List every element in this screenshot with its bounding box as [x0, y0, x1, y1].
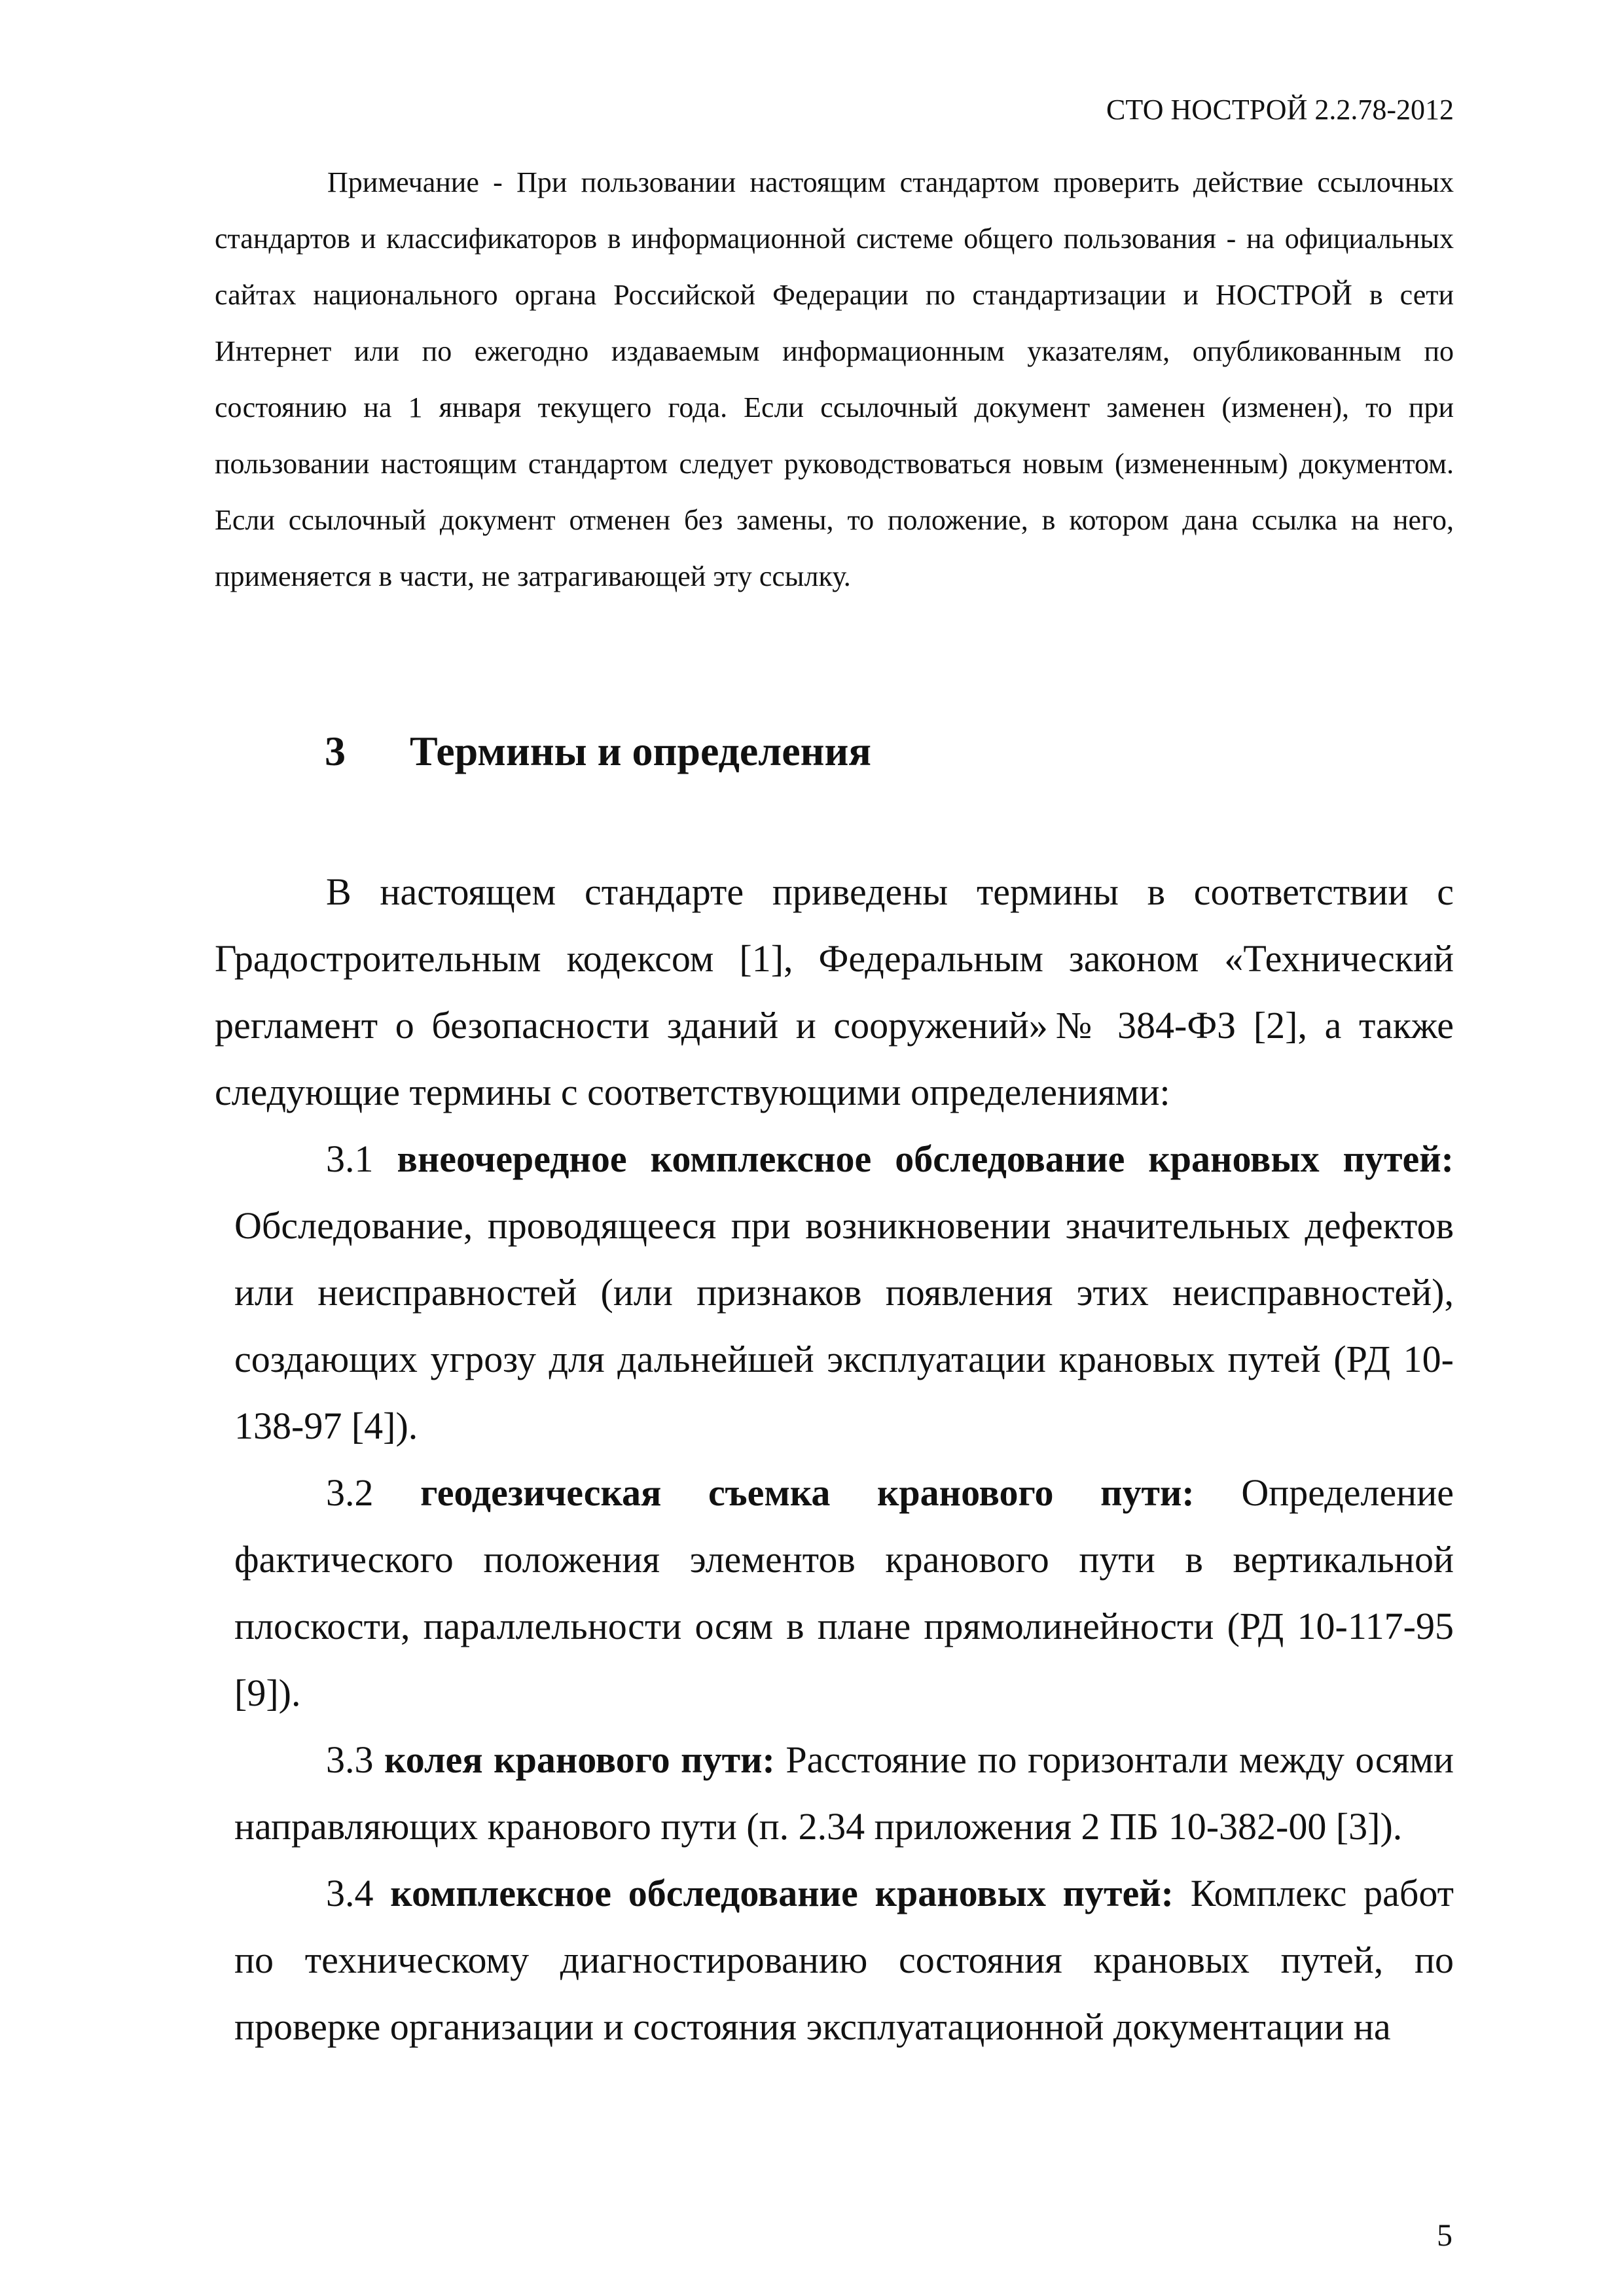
term-text: Определение фактического положения элементов кранового пути в вертикальной плоскости, параллельности осям в плане прямолинейности (РД 10-117-95 [9]).: [234, 1471, 1454, 1714]
term-text: Обследование, проводящееся при возникновении значительных дефектов или неисправностей (или признаков появления этих неисправностей), создающих угрозу для дальнейшей эксплуатации крановых путей (РД 10-138-97 [4]).: [234, 1204, 1454, 1447]
term-definition: [215, 1460, 1454, 1727]
section-heading: [325, 725, 871, 778]
term-definition: [215, 1126, 1454, 1460]
document-code-header: СТО НОСТРОЙ 2.2.78-2012: [1106, 94, 1454, 126]
term-number: 3.2: [326, 1471, 374, 1514]
section-intro: В настоящем стандарте приведены термины в соответствии с Градостроительным кодексом [1], Федеральным законом «Технический регламент о безопасности зданий и сооружений»№ 384-ФЗ [2], а также следующие термины с соответствующими определениями:: [215, 870, 1454, 1113]
term-text: Расстояние по горизонтали между осями направляющих кранового пути (п. 2.34 приложения 2 ПБ 10-382-00 [3]).: [234, 1738, 1454, 1848]
term-number: 3.1: [326, 1138, 374, 1180]
section-title: Термины и определения: [410, 728, 871, 774]
reference-note: Примечание - При пользовании настоящим стандартом проверить действие ссылочных стандартов и классификаторов в информационной системе общего пользования - на официальных сайтах национального органа Российской Федерации по стандартизации и НОСТРОЙ в сети Интернет или по ежегодно издаваемым информационным указателям, опубликованным по состоянию на 1 января текущего года. Если ссылочный документ заменен (изменен), то при пользовании настоящим стандартом следует руководствоваться новым (измененным) документом. Если ссылочный документ отменен без замены, то положение, в котором дана ссылка на него, применяется в части, не затрагивающей эту ссылку.: [215, 166, 1454, 592]
term-definition: [215, 1727, 1454, 1860]
page-number: 5: [1437, 2218, 1453, 2253]
term-definition: [215, 1860, 1454, 2060]
term-number: 3.3: [326, 1738, 374, 1781]
term-number: 3.4: [326, 1872, 374, 1914]
term-text: Комплекс работ по техническому диагностированию состояния крановых путей, по проверке организации и состояния эксплуатационной документации на: [234, 1872, 1454, 2048]
term-name: геодезическая съемка кранового пути:: [420, 1471, 1195, 1514]
section-body: [215, 859, 1454, 2060]
term-name: внеочередное комплексное обследование крановых путей:: [397, 1138, 1454, 1180]
term-name: комплексное обследование крановых путей:: [390, 1872, 1174, 1914]
term-name: колея кранового пути:: [384, 1738, 775, 1781]
section-number: 3: [325, 728, 346, 774]
